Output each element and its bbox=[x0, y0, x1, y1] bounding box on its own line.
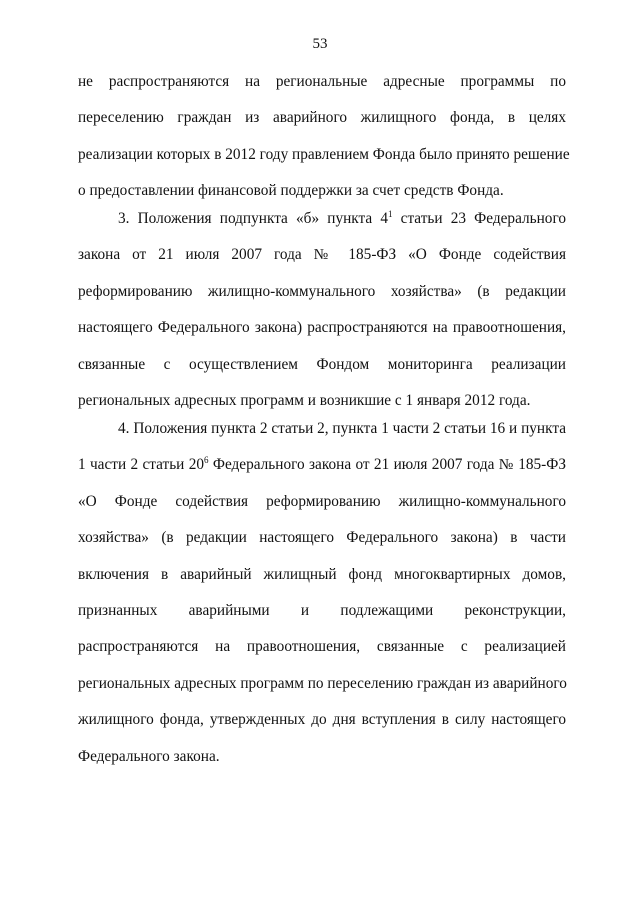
superscript: 6 bbox=[204, 455, 209, 466]
text-segment: 3. Положения подпункта «б» пункта 4 bbox=[118, 210, 388, 227]
text-segment: статьи 23 Федерального bbox=[392, 210, 566, 227]
paragraph-3 bbox=[78, 411, 566, 775]
text-line: настоящего Федерального закона) распространяются на правоотношения, bbox=[78, 319, 566, 337]
text-line: региональных адресных программ по переселению граждан из аварийного bbox=[78, 674, 567, 692]
text-line: жилищного фонда, утвержденных до дня вступления в силу настоящего bbox=[78, 711, 566, 729]
text-line: переселению граждан из аварийного жилищного фонда, в целях bbox=[78, 109, 566, 127]
text-line: 4. Положения пункта 2 статьи 2, пункта 1 части 2 статьи 16 и пункта bbox=[118, 420, 566, 437]
text-line: «О Фонде содействия реформированию жилищно-коммунального bbox=[78, 492, 566, 510]
text-line bbox=[78, 201, 566, 237]
text-segment: 1 части 2 статьи 20 bbox=[78, 456, 205, 474]
text-line: связанные с осуществлением Фондом мониторинга реализации bbox=[78, 355, 566, 373]
text-line: закона от 21 июля 2007 года № 185-ФЗ «О Фонде содействия bbox=[78, 246, 566, 264]
text-line: Федерального закона. bbox=[78, 747, 220, 765]
paragraph-2 bbox=[78, 201, 566, 419]
text-line bbox=[78, 447, 566, 483]
text-segment: Федерального закона от 21 июля 2007 года № 185-ФЗ bbox=[208, 456, 566, 474]
text-line: распространяются на правоотношения, связанные с реализацией bbox=[78, 638, 566, 656]
text-line: хозяйства» (в редакции настоящего Федерального закона) в части bbox=[78, 529, 566, 547]
page-number: 53 bbox=[312, 36, 328, 52]
text-line: реформированию жилищно-коммунального хозяйства» (в редакции bbox=[78, 282, 566, 300]
superscript: 1 bbox=[387, 208, 393, 219]
text-line: региональных адресных программ и возникшие с 1 января 2012 года. bbox=[78, 391, 531, 409]
text-line: не распространяются на региональные адресные программы по bbox=[78, 73, 566, 90]
text-line: о предоставлении финансовой поддержки за счет средств Фонда. bbox=[78, 182, 504, 200]
text-line: включения в аварийный жилищный фонд многоквартирных домов, bbox=[78, 565, 566, 583]
paragraph-1 bbox=[78, 64, 570, 210]
text-line: признанных аварийными и подлежащими реконструкции, bbox=[78, 601, 566, 619]
text-line: реализации которых в 2012 году правлением Фонда было принято решение bbox=[78, 145, 570, 163]
